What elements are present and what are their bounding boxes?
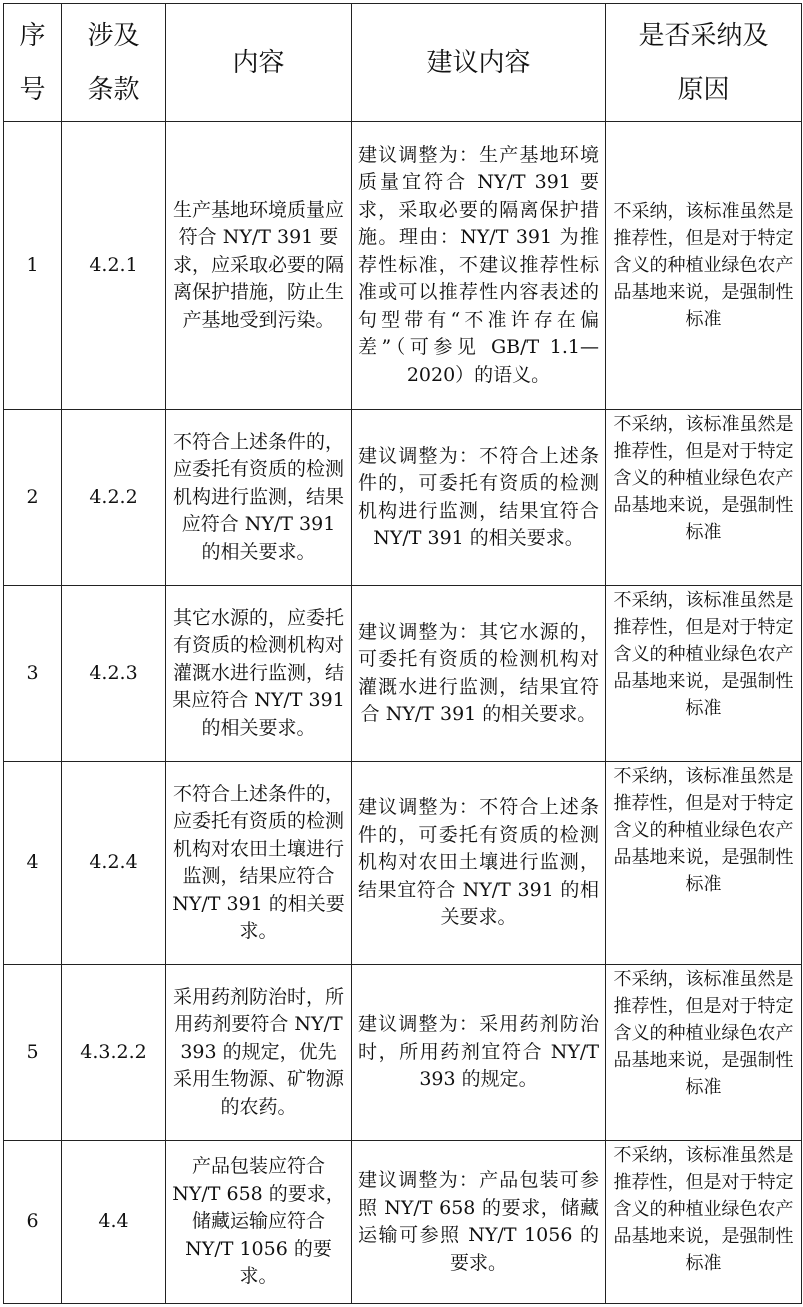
row-suggestion: 建议调整为：生产基地环境质量宜符合 NY/T 391 要求，采取必要的隔离保护措施。理由：NY/T 391 为推荐性标准，不建议推荐性标准或可以推荐性内容表述的句型带有“不准许存在偏差”（可参见 GB/T 1.1—2020）的语义。 — [352, 122, 606, 410]
row-number: 5 — [4, 965, 62, 1141]
header-adopt: 是否采纳及 原因 — [606, 4, 802, 122]
row-reason: 不采纳，该标准虽然是推荐性，但是对于特定含义的种植业绿色农产品基地来说，是强制性标准 — [606, 1141, 802, 1304]
row-suggestion: 建议调整为：产品包装可参照 NY/T 658 的要求，储藏运输可参照 NY/T 1056 的要求。 — [352, 1141, 606, 1304]
header-row — [4, 4, 802, 122]
table-row — [4, 762, 802, 965]
row-reason: 不采纳，该标准虽然是推荐性，但是对于特定含义的种植业绿色农产品基地来说，是强制性标准 — [606, 965, 802, 1141]
row-reason: 不采纳，该标准虽然是推荐性，但是对于特定含义的种植业绿色农产品基地来说，是强制性标准 — [606, 586, 802, 762]
table-row — [4, 122, 802, 410]
header-suggestion: 建议内容 — [352, 4, 606, 122]
row-reason: 不采纳，该标准虽然是推荐性，但是对于特定含义的种植业绿色农产品基地来说，是强制性标准 — [606, 410, 802, 586]
row-content: 不符合上述条件的，应委托有资质的检测机构进行监测，结果应符合 NY/T 391 的相关要求。 — [166, 410, 352, 586]
row-clause: 4.2.1 — [62, 122, 166, 410]
row-content: 采用药剂防治时，所用药剂要符合 NY/T 393 的规定，优先采用生物源、矿物源的农药。 — [166, 965, 352, 1141]
row-suggestion: 建议调整为：不符合上述条件的，可委托有资质的检测机构进行监测，结果宜符合 NY/T 391 的相关要求。 — [352, 410, 606, 586]
row-clause: 4.2.3 — [62, 586, 166, 762]
header-num: 序 号 — [4, 4, 62, 122]
row-clause: 4.2.4 — [62, 762, 166, 965]
row-number: 4 — [4, 762, 62, 965]
table-row — [4, 410, 802, 586]
row-clause: 4.2.2 — [62, 410, 166, 586]
table-row — [4, 965, 802, 1141]
row-number: 1 — [4, 122, 62, 410]
row-reason: 不采纳，该标准虽然是推荐性，但是对于特定含义的种植业绿色农产品基地来说，是强制性标准 — [606, 762, 802, 965]
row-clause: 4.4 — [62, 1141, 166, 1304]
table-row — [4, 586, 802, 762]
row-content: 生产基地环境质量应符合 NY/T 391 要求，应采取必要的隔离保护措施，防止生产基地受到污染。 — [166, 122, 352, 410]
header-clause: 涉及 条款 — [62, 4, 166, 122]
row-suggestion: 建议调整为：不符合上述条件的，可委托有资质的检测机构对农田土壤进行监测，结果宜符合 NY/T 391 的相关要求。 — [352, 762, 606, 965]
row-suggestion: 建议调整为：采用药剂防治时，所用药剂宜符合 NY/T 393 的规定。 — [352, 965, 606, 1141]
row-content: 产品包装应符合 NY/T 658 的要求，储藏运输应符合 NY/T 1056 的要求。 — [166, 1141, 352, 1304]
row-number: 2 — [4, 410, 62, 586]
row-number: 3 — [4, 586, 62, 762]
feedback-table — [3, 3, 802, 1304]
row-clause: 4.3.2.2 — [62, 965, 166, 1141]
row-content: 其它水源的，应委托有资质的检测机构对灌溉水进行监测，结果应符合 NY/T 391 的相关要求。 — [166, 586, 352, 762]
table-row — [4, 1141, 802, 1304]
row-reason: 不采纳，该标准虽然是推荐性，但是对于特定含义的种植业绿色农产品基地来说，是强制性标准 — [606, 122, 802, 410]
row-number: 6 — [4, 1141, 62, 1304]
row-suggestion: 建议调整为：其它水源的，可委托有资质的检测机构对灌溉水进行监测，结果宜符合 NY/T 391 的相关要求。 — [352, 586, 606, 762]
row-content: 不符合上述条件的，应委托有资质的检测机构对农田土壤进行监测，结果应符合 NY/T 391 的相关要求。 — [166, 762, 352, 965]
header-content: 内容 — [166, 4, 352, 122]
